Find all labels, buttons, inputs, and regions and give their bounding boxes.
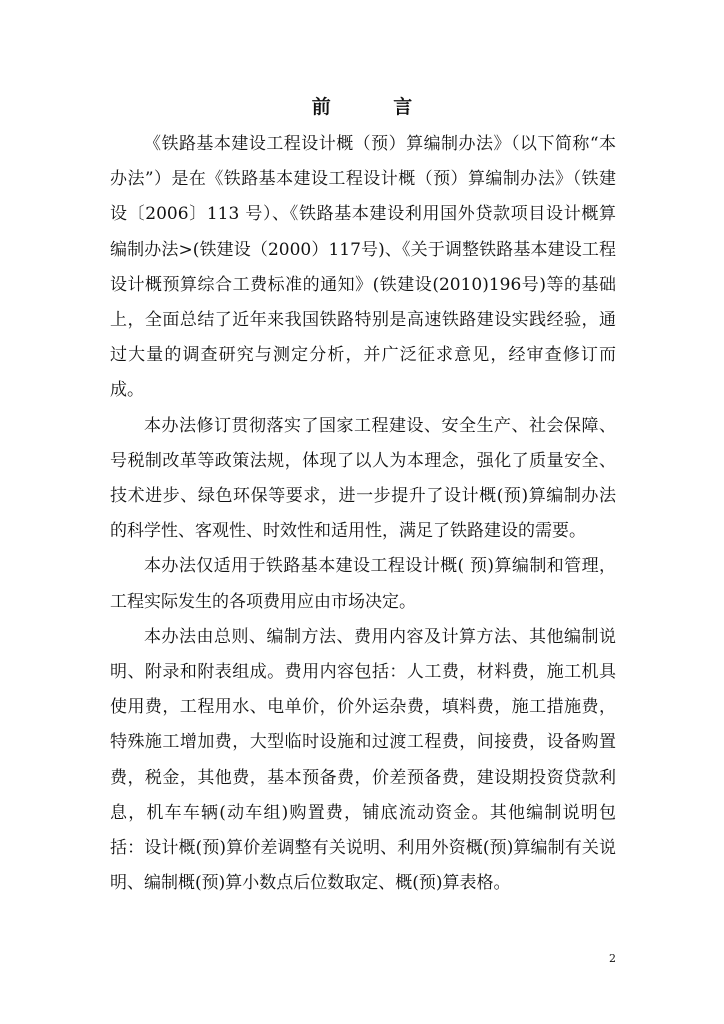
paragraph-revision: 本办法修订贯彻落实了国家工程建设、安全生产、社会保障、号税制改革等政策法规，体现了以人为本理念，强化了质量安全、技术进步、绿色环保等要求，进一步提升了设计概(预)算编制办法的科学性、客观性、时效性和适用性，满足了铁路建设的需要。	[110, 415, 616, 542]
body-text	[110, 127, 616, 901]
paragraph-contents: 本办法由总则、编制方法、费用内容及计算方法、其他编制说明、附录和附表组成。费用内容包括：人工费，材料费，施工机具使用费，工程用水、电单价，价外运杂费，填料费，施工措施费，特殊施工增加费，大型临时设施和过渡工程费，间接费，设备购置费，税金，其他费，基本预备费，价差预备费，建设期投资贷款利息，机车车辆(动车组)购置费，铺底流动资金。其他编制说明包括：设计概(预)算价差调整有关说明、利用外资概(预)算编制有关说明、编制概(预)算小数点后位数取定、概(预)算表格。	[110, 626, 616, 894]
paragraph-intro: 《铁路基本建设工程设计概（预）算编制办法》（以下简称“本办法”）是在《铁路基本建设工程设计概（预）算编制办法》（铁建设〔2006〕113 号）、《铁路基本建设利用国外贷款项目设计概算编制办法>(铁建设（2000）117号)、《关于调整铁路基本建设工程设计概预算综合工费标准的通知》(铁建设(2010)196号)等的基础上，全面总结了近年来我国铁路特别是高速铁路建设实践经验，通过大量的调查研究与测定分析，并广泛征求意见，经审查修订而成。	[110, 134, 616, 401]
paragraph-scope: 本办法仅适用于铁路基本建设工程设计概( 预)算编制和管理，工程实际发生的各项费用应由市场决定。	[110, 556, 616, 612]
page-number: 2	[609, 952, 616, 965]
page-title: 前 言	[311, 96, 441, 118]
